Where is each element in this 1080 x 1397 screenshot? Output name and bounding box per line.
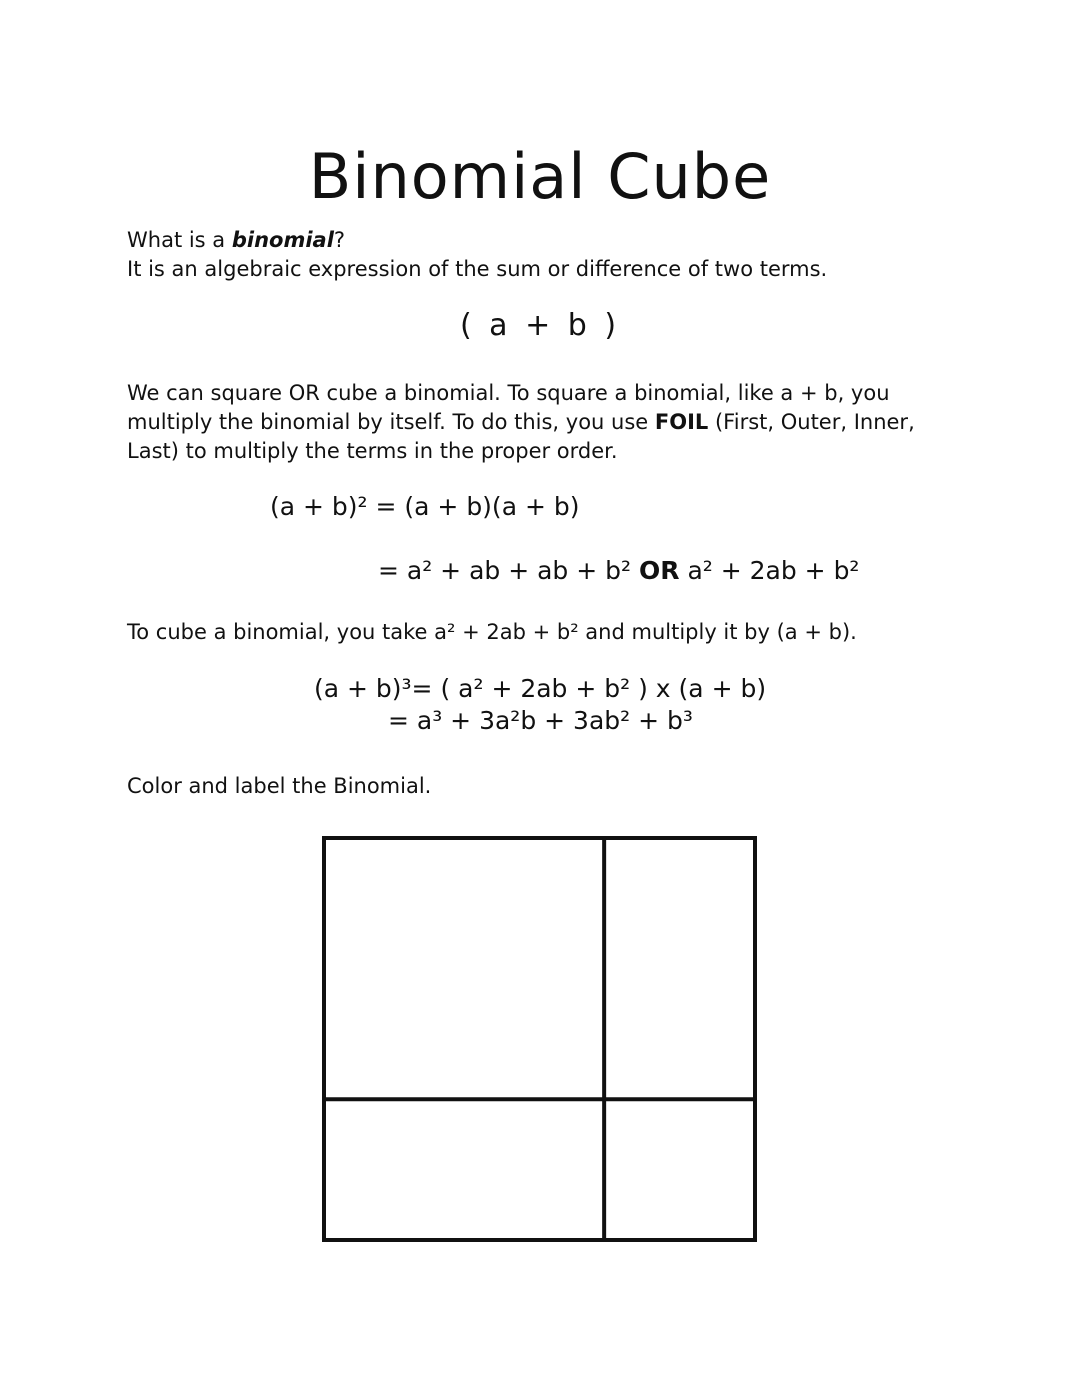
question-term: binomial xyxy=(231,228,334,252)
instruction-text: Color and label the Binomial. xyxy=(127,774,432,798)
cube-intro-text: To cube a binomial, you take a² + 2ab + b² and multiply it by (a + b). xyxy=(127,620,857,644)
square-eq-expanded: = a² + ab + ab + b² xyxy=(378,556,639,585)
paragraph-part2: (First, Outer, Inner, Last) to multiply the terms in the proper order. xyxy=(127,410,915,463)
square-eq-simplified: a² + 2ab + b² xyxy=(679,556,860,585)
paragraph-part1: We can square OR cube a binomial. To square a binomial, like a + b, you multiply the binomial by itself. To do this, you use xyxy=(127,381,890,434)
binomial-expression: ( a + b ) xyxy=(459,308,621,343)
square-equation-line1: (a + b)² = (a + b)(a + b) xyxy=(270,492,580,521)
cube-equation-line2: = a³ + 3a²b + 3ab² + b³ xyxy=(388,706,693,735)
outer-square xyxy=(324,838,755,1240)
question-prefix: What is a xyxy=(127,228,232,252)
foil-term: FOIL xyxy=(654,410,709,434)
page-title: Binomial Cube xyxy=(308,140,772,213)
definition-text: It is an algebraic expression of the sum or difference of two terms. xyxy=(127,257,828,281)
question-suffix: ? xyxy=(333,228,346,252)
square-eq-or: OR xyxy=(638,556,680,585)
cube-equation-line1: (a + b)³= ( a² + 2ab + b² ) x (a + b) xyxy=(314,674,767,703)
